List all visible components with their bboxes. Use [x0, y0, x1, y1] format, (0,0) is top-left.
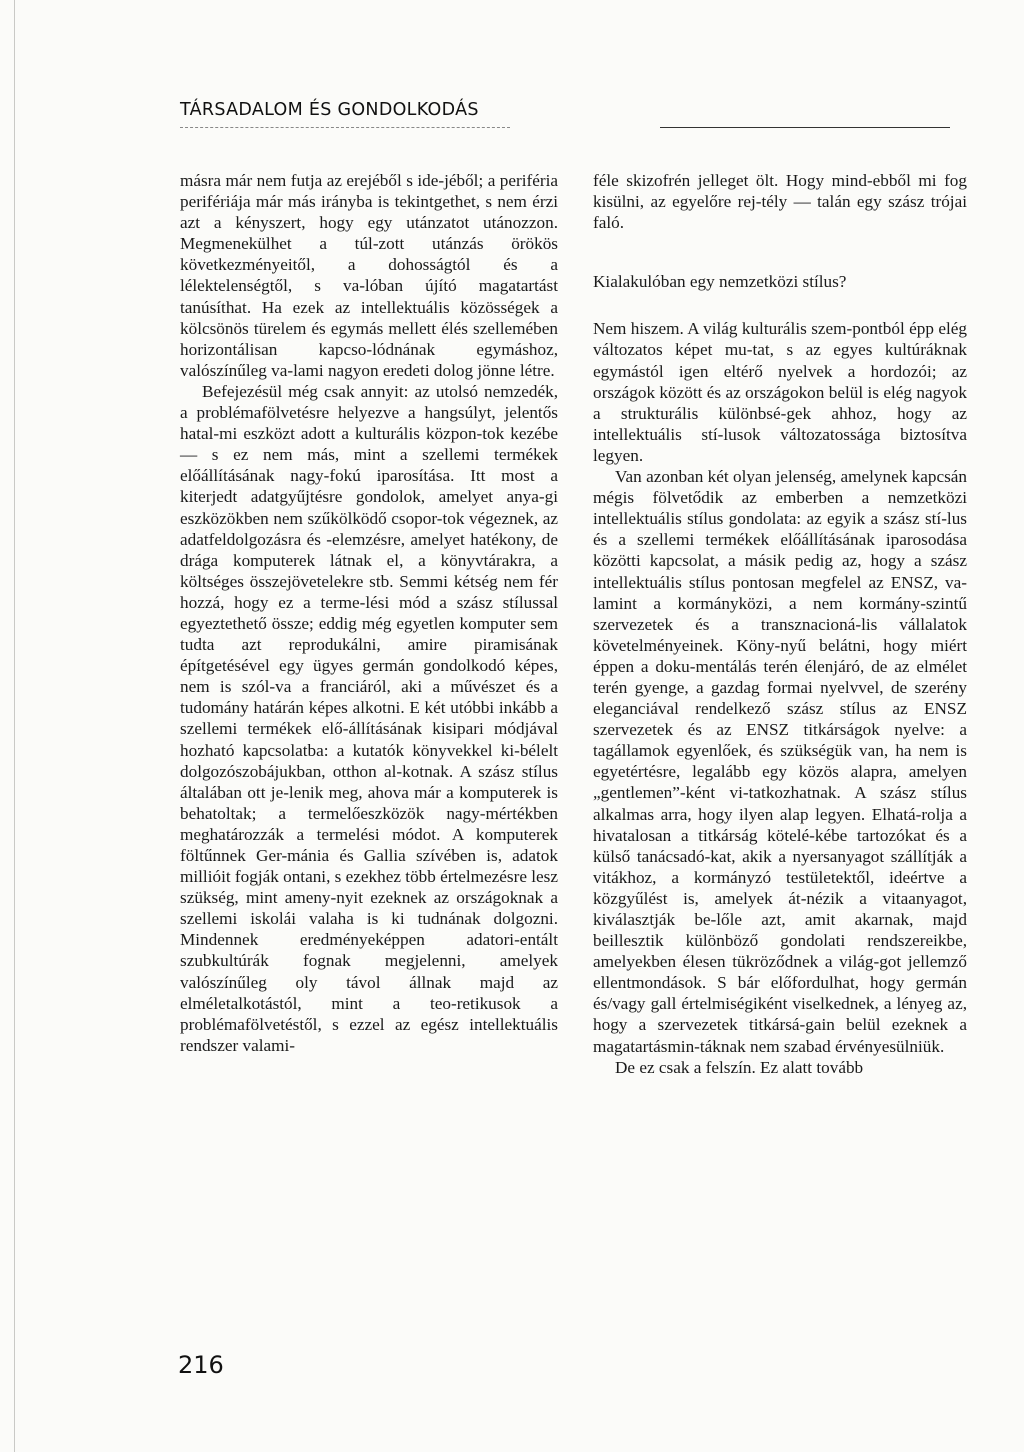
right-text-column [593, 170, 967, 1078]
left-text-column [180, 170, 558, 1056]
paragraph: Befejezésül még csak annyit: az utolsó nemzedék, a problémafölvetésre helyezve a hangsúlyt, jelentős hatal-mi eszközt adott a kulturális közpon-tok kezébe — s ez nem más, mint a szellemi termékek előállításának nagy-fokú iparosítása. Itt most a kiterjedt adatgyűjtésre gondolok, amelyet anya-gi eszközökben nem szűkölködő csopor-tok végeznek, az adatfeldolgozásra és -elemzésre, amelyet hatékony, de drága komputerek látnak el, a könyvtárakra, a költséges összejövetelekre stb. Semmi kétség nem fér hozzá, hogy ez a terme-lési mód a szász stílussal egyeztethető össze; eddig még egyetlen komputer sem tudta azt reprodukálni, amire piramisának építgetésével egy ügyes germán gondolkodó képes, nem is szól-va a franciáról, aki a művészet és a tudomány határán képes alkotni. E két utóbbi inkább a szellemi termékek elő-állításának kisipari módjával hozható kapcsolatba: a kutatók könyvekkel ki-bélelt dolgozószobájukban, otthon al-kotnak. A szász stílus általában ott je-lenik meg, ahova már a komputerek is behatoltak; a termelőeszközök nagy-mértékben meghatározzák a termelési módot. A komputerek föltűnnek Ger-mánia és Gallia szívében is, adatok millióit fogják ontani, s ezekhez több értelmezésre lesz szükség, mint ameny-nyit ezeknek az országoknak a szellemi iskolái valaha is ki tudnának dolgozni. Mindennek eredményeképpen adatori-entált szubkultúrák fognak megjelenni, amelyek valószínűleg oly távol állnak majd az elméletalkotástól, mint a teo-retikusok a problémafölvetéstől, s ezzel az egész intellektuális rendszer valami- [180, 381, 558, 1055]
header-rule-right [660, 127, 950, 128]
scan-edge-line [14, 0, 15, 1452]
paragraph: Van azonban két olyan jelenség, amelynek kapcsán mégis fölvetődik az emberben a nemzetközi intellektuális stílus gondolata: az egyik a szász stí-lus és a szellemi termékek előállításának iparosodása közötti kapcsolat, a másik pedig az, hogy a szász intellektuális stílus pontosan megfelel az ENSZ, va-lamint a kormányközi, a nem kormány-szintű szervezetek és a transznacioná-lis vállalatok követelményeinek. Köny-nyű belátni, hogy miért éppen a doku-mentálás terén élenjáró, de az elmélet terén gyenge, a gazdag formai nyelvvel, de szerény eleganciával rendelkező szász stílus az ENSZ szervezetek és az ENSZ titkárságok nyelve: a tagállamok egyenlőek, és szükségük van, ha nem is egyetértésre, legalább egy közös alapra, amelyen „gentlemen”-ként vi-tatkozhatnak. A szász stílus alkalmas arra, hogy ilyen alap legyen. Elhatá-rolja a hivatalosan a titkárság kötelé-kébe tartozókat és a külső tanácsadó-kat, akik a nyersanyagot szállítják a vitákhoz, a kormányzó testületektől, ideértve a közgyűlést is, amelyek át-nézik a vitaanyagot, kiválasztják be-lőle azt, amit akarnak, majd beillesztik különböző gondolati rendszereikbe, amelyekben élesen tükröződnek a világ-got jellemző ellentmondások. S bár előfordulhat, hogy germán és/vagy gall értelmiségiként viselkednek, a lényeg az, hogy a szervezetek titkársá-gain belül ezeknek a magatartásmin-táknak nem szabad érvényesülniük. [593, 467, 967, 1056]
section-title: Kialakulóban egy nemzetközi stílus? [593, 272, 847, 292]
page-header [180, 94, 970, 134]
paragraph: De ez csak a felszín. Ez alatt tovább [615, 1057, 864, 1077]
page-number: 216 [178, 1351, 224, 1379]
running-head: TÁRSADALOM ÉS GONDOLKODÁS [180, 100, 479, 120]
paragraph: másra már nem futja az erejéből s ide-jéből; a periféria perifériája már más irányba is tekintgethet, s nem érzi azt a kényszert, hogy egy utánzatot utánozzon. Megmenekülhet a túl-zott utánzás örökös következményeitől, a dohosságtól és a lélektelenségtől, s va-lóban újító magatartást tanúsíthat. Ha ezek az intellektuális közösségek a kölcsönös türelem és egymás mellett élés szellemében horizontálisan kapcso-lódnának egymáshoz, valószínűleg va-lami nagyon eredeti dolog jönne létre. [180, 171, 558, 380]
paragraph-continuation: féle skizofrén jelleget ölt. Hogy mind-ebből mi fog kisülni, az egyelőre rej-tély — talán egy szász trójai faló. [593, 171, 967, 233]
paragraph: Nem hiszem. A világ kulturális szem-pontból épp elég változatos képet mu-tat, s az egyes kultúráknak egymástól igen eltérő nyelvek a hordozói; az országok között és az országokon belül is elég nagyok a strukturális különbsé-gek ahhoz, hogy az intellektuális stí-lusok változatossága biztosítva legyen. [593, 319, 967, 465]
header-rule-left [180, 127, 510, 128]
